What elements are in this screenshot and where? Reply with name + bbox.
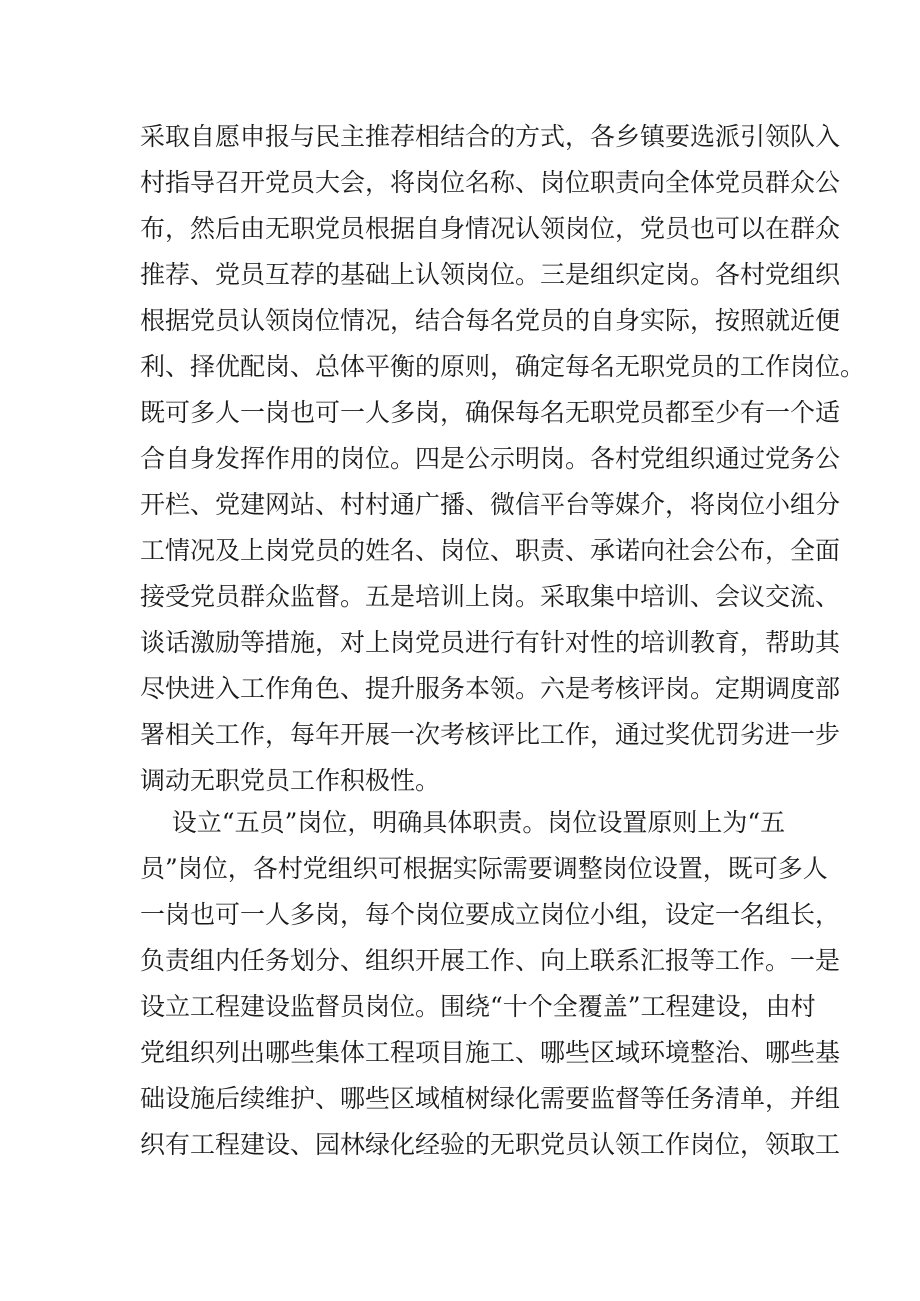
text-line: 既可多人一岗也可一人多岗，确保每名无职党员都至少有一个适 [140, 398, 841, 427]
text-line: 推荐、党员互荐的基础上认领岗位。三是组织定岗。各村党组织 [140, 260, 841, 289]
text-line: 员”岗位，各村党组织可根据实际需要调整岗位设置，既可多人 [140, 854, 828, 883]
text-line: 一岗也可一人多岗，每个岗位要成立岗位小组，设定一名组长， [140, 900, 841, 929]
text-line: 根据党员认领岗位情况，结合每名党员的自身实际，按照就近便 [140, 306, 841, 335]
text-line: 接受党员群众监督。五是培训上岗。采取集中培训、会议交流、 [140, 582, 841, 611]
text-line: 谈话激励等措施，对上岗党员进行有针对性的培训教育，帮助其 [140, 628, 841, 657]
text-line: 负责组内任务划分、组织开展工作、向上联系汇报等工作。一是 [140, 946, 841, 975]
paragraph-2 [140, 800, 841, 1168]
text-line: 调动无职党员工作积极性。 [140, 766, 441, 795]
text-line: 署相关工作，每年开展一次考核评比工作，通过奖优罚劣进一步 [140, 720, 841, 749]
text-line: 设立工程建设监督员岗位。围绕“十个全覆盖”工程建设，由村 [140, 992, 816, 1021]
text-line: 开栏、党建网站、村村通广播、微信平台等媒介，将岗位小组分 [140, 490, 841, 519]
text-line: 尽快进入工作角色、提升服务本领。六是考核评岗。定期调度部 [140, 674, 841, 703]
text-line: 工情况及上岗党员的姓名、岗位、职责、承诺向社会公布，全面 [140, 536, 841, 565]
text-line: 合自身发挥作用的岗位。四是公示明岗。各村党组织通过党务公 [140, 444, 841, 473]
text-line: 采取自愿申报与民主推荐相结合的方式，各乡镇要选派引领队入 [140, 122, 841, 151]
paragraph-1 [140, 114, 866, 804]
text-line: 设立“五员”岗位，明确具体职责。岗位设置原则上为“五 [140, 808, 786, 837]
text-line: 布，然后由无职党员根据自身情况认领岗位，党员也可以在群众 [140, 214, 841, 243]
text-line: 村指导召开党员大会，将岗位名称、岗位职责向全体党员群众公 [140, 168, 841, 197]
text-line: 利、择优配岗、总体平衡的原则，确定每名无职党员的工作岗位。 [140, 352, 866, 381]
text-line: 党组织列出哪些集体工程项目施工、哪些区域环境整治、哪些基 [140, 1038, 841, 1067]
text-line: 础设施后续维护、哪些区域植树绿化需要监督等任务清单，并组 [140, 1084, 841, 1113]
text-line: 织有工程建设、园林绿化经验的无职党员认领工作岗位，领取工 [140, 1130, 841, 1159]
